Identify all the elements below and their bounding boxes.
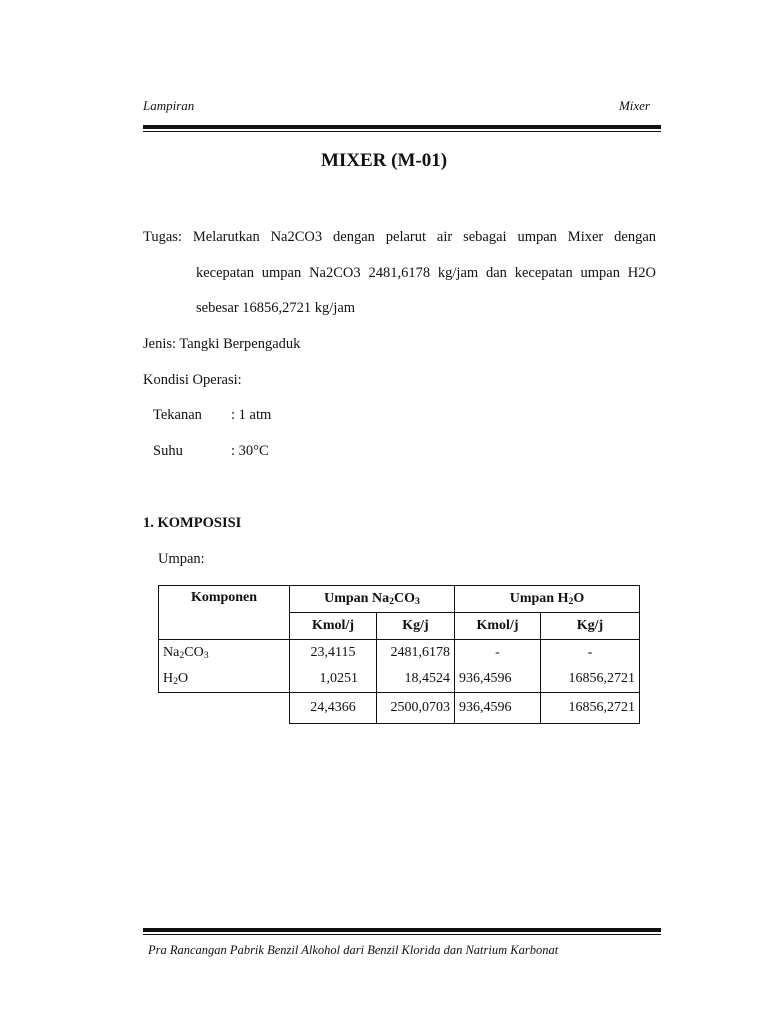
tugas-label: Tugas: bbox=[143, 229, 182, 245]
section-subheading: Umpan: bbox=[158, 551, 205, 567]
cell-kmol1: 1,0251 bbox=[290, 666, 377, 693]
jenis-text: Jenis: Tangki Berpengaduk bbox=[143, 336, 301, 352]
total-kg1: 2500,0703 bbox=[377, 693, 455, 724]
table-row bbox=[159, 666, 640, 693]
header-right: Mixer bbox=[618, 98, 650, 113]
footer-rule-thick bbox=[143, 928, 661, 932]
section-heading: 1. KOMPOSISI bbox=[143, 515, 242, 531]
header-umpan-na2co3: Umpan $Na_2CO_3$ bbox=[290, 586, 455, 613]
cell-kmol2: - bbox=[455, 640, 541, 667]
kondisi-label: Kondisi Operasi: bbox=[143, 372, 242, 388]
suhu-value: : 30°C bbox=[231, 443, 269, 459]
footer-rule-thin bbox=[143, 934, 661, 935]
composition-table bbox=[158, 585, 640, 724]
header-kg-1: Kg/j bbox=[377, 613, 455, 640]
header-left: Lampiran bbox=[143, 98, 195, 113]
total-kg2: 16856,2721 bbox=[541, 693, 640, 724]
table-header-row bbox=[159, 586, 640, 613]
header-rule-thin bbox=[143, 131, 661, 132]
tugas-line-3: sebesar 16856,2721 kg/jam bbox=[196, 300, 356, 316]
total-kmol2: 936,4596 bbox=[455, 693, 541, 724]
tekanan-value: : 1 atm bbox=[231, 407, 272, 423]
cell-kg1: 2481,6178 bbox=[377, 640, 455, 667]
header-umpan-h2o: Umpan $H_2O$ bbox=[455, 586, 640, 613]
total-empty-cell bbox=[159, 693, 290, 724]
header-rule-thick bbox=[143, 125, 661, 129]
row-name: $Na_2CO_3$ bbox=[159, 640, 290, 667]
tekanan-label: Tekanan bbox=[153, 407, 202, 423]
cell-kg2: 16856,2721 bbox=[541, 666, 640, 693]
row-name: $H_2O$ bbox=[159, 666, 290, 693]
cell-kg1: 18,4524 bbox=[377, 666, 455, 693]
page-title: MIXER (M-01) bbox=[320, 150, 448, 171]
header-kmol-2: Kmol/j bbox=[455, 613, 541, 640]
total-kmol1: 24,4366 bbox=[290, 693, 377, 724]
footer-text: Pra Rancangan Pabrik Benzil Alkohol dari Benzil Klorida dan Natrium Karbonat bbox=[148, 943, 559, 957]
tugas-line-2: kecepatan umpan Na2CO3 2481,6178 kg/jam dan kecepatan umpan H2O bbox=[196, 265, 656, 281]
tugas-line-1 bbox=[143, 229, 656, 246]
table-total-row bbox=[159, 693, 640, 724]
header-kmol-1: Kmol/j bbox=[290, 613, 377, 640]
cell-kmol2: 936,4596 bbox=[455, 666, 541, 693]
cell-kmol1: 23,4115 bbox=[290, 640, 377, 667]
header-kg-2: Kg/j bbox=[541, 613, 640, 640]
cell-kg2: - bbox=[541, 640, 640, 667]
header-komponen: Komponen bbox=[159, 586, 290, 640]
tugas-text-1: Melarutkan Na2CO3 dengan pelarut air sebagai umpan Mixer dengan bbox=[192, 229, 657, 245]
suhu-label: Suhu bbox=[153, 443, 183, 459]
table-row bbox=[159, 640, 640, 667]
